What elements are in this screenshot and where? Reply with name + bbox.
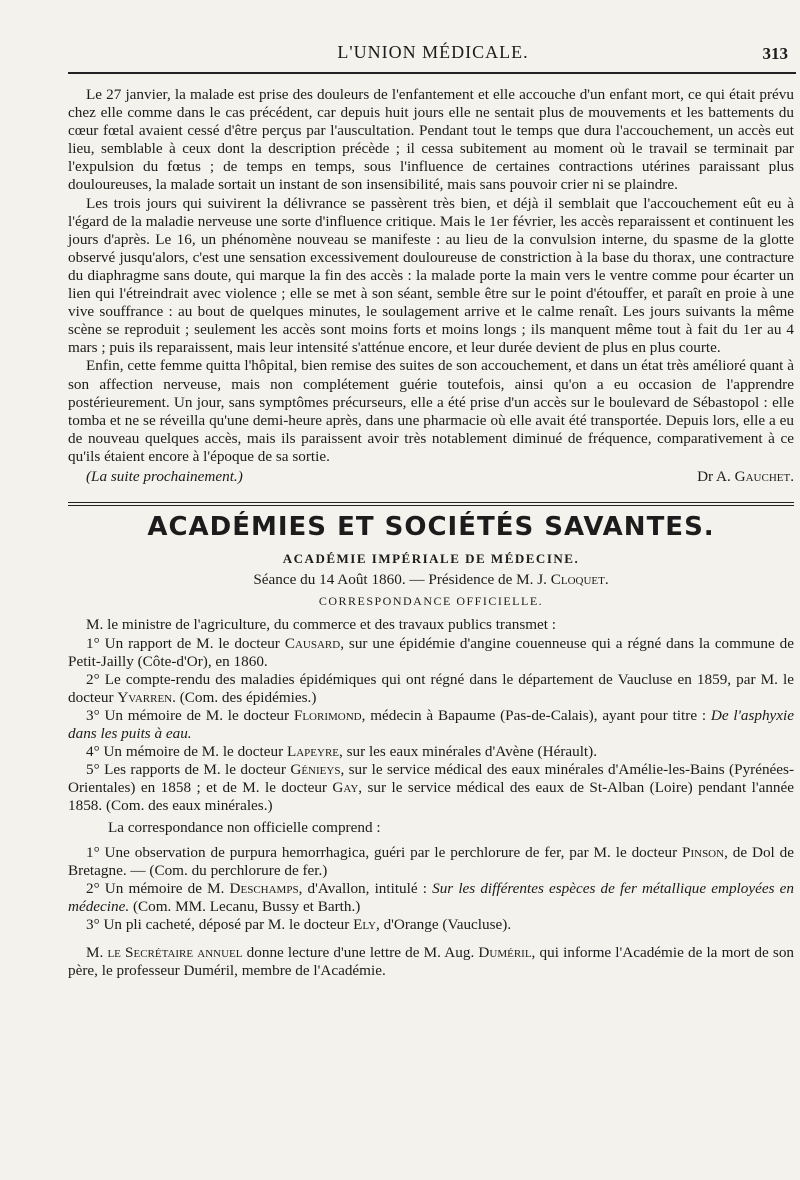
session-text: Séance du 14 Août 1860. — Présidence de M. J. xyxy=(253,571,551,589)
paragraph: Les trois jours qui suivirent la délivrance se passèrent très bien, et déjà il semblait que l'accouchement eût eu à l'égard de la maladie nerveuse une sorte d'influence critique. Mais le 1er février, les accès reparaissent et continuent les jours d'après. Le 16, un phénomène nouveau se manifeste : au lieu de la convulsion interne, du spasme de la glotte observé jusqu'alors, c'est une sensation excessivement douloureuse de constriction à la base du thorax, une contracture du diaphragme sans doute, qui marque la fin des accès : la malade porte la main vers le ventre comme pour écarter un lien qui l'étreindrait avec violence ; elle se met à son séant, semble être sur le point d'étouffer, et paraît en proie à une vive souffrance : au bout de quelques minutes, le soulagement arrive et le calme renaît. Les jours suivants la même scène se reproduit ; seulement les accès sont moins forts et moins longs ; ils manquent même tout à fait du 1er au 4 mars ; puis ils reparaissent, mais leur intensité s'atténue encore, et leur durée devient de plus en plus courte. xyxy=(68,194,794,357)
list-item: 5° Les rapports de M. le docteur Génieys, sur le service médical des eaux minérales d'Amélie-les-Bains (Pyrénées-Orientales) en 1858 ; et de M. le docteur Gay, sur le service médical des eaux de St-Alban (Loire) pendant l'année 1858. (Com. des eaux minérales.) xyxy=(68,761,794,815)
final-paragraph: M. le Secrétaire annuel donne lecture d'une lettre de M. Aug. Duméril, qui informe l'Académie de la mort de son père, le professeur Duméril, membre de l'Académie. xyxy=(68,944,795,980)
list-item: 2° Le compte-rendu des maladies épidémiques qui ont régné dans le département de Vaucluse en 1859, par M. le docteur Yvarren. (Com. des épidémies.) xyxy=(68,670,794,706)
list-item: 4° Un mémoire de M. le docteur Lapeyre, sur les eaux minérales d'Avène (Hérault). xyxy=(86,743,598,761)
paragraph: Le 27 janvier, la malade est prise des douleurs de l'enfantement et elle accouche d'un enfant mort, ce qui était prévu chez elle comme dans le cas précédent, car depuis huit jours elle ne sentait plus de mouvements et les battements du cœur fœtal avaient cessé d'être perçus par l'auscultation. Pendant tout le temps que dura l'accouchement, un accès eut lieu, semblable à ceux dont la description précède ; il cessa subitement au moment où le travail se terminait par l'expulsion du fœtus ; de temps en temps, sous l'influence de certaines contractions utérines paraissant plus douloureuses, la malade sortait un instant de son insensibilité, mais sans pouvoir crier ni se plaindre. xyxy=(68,86,794,194)
continuation-note: (La suite prochainement.) xyxy=(86,467,243,485)
list-item: 2° Un mémoire de M. Deschamps, d'Avallon, intitulé : Sur les différentes espèces de fer métallique employées en médecine. (Com. MM. Lecanu, Bussy et Barth.) xyxy=(68,879,794,915)
page-header xyxy=(68,42,798,72)
article-signoff xyxy=(68,468,794,486)
author-signature xyxy=(697,468,794,486)
section-divider xyxy=(68,502,794,506)
list-item: 1° Une observation de purpura hemorrhagica, guéri par le perchlorure de fer, par M. le docteur Pinson, de Dol de Bretagne. — (Com. du perchlorure de fer.) xyxy=(68,843,794,879)
minister-intro: M. le ministre de l'agriculture, du commerce et des travaux publics transmet : xyxy=(86,616,557,634)
author-name: Gauchet. xyxy=(734,467,794,485)
page-number: 313 xyxy=(762,44,788,63)
list-item: 3° Un pli cacheté, déposé par M. le docteur Ely, d'Orange (Vaucluse). xyxy=(86,915,512,933)
running-title: L'UNION MÉDICALE. xyxy=(337,42,529,62)
session-line xyxy=(68,571,794,589)
page-content xyxy=(68,86,794,980)
paragraph: Enfin, cette femme quitta l'hôpital, bien remise des suites de son accouchement, et dans un état très amélioré quant à son affection nerveuse, mais non complétement guérie toutefois, ainsi qu'on a eu occasion de l'apprendre postérieurement. Un jour, sans symptômes précurseurs, elle a été prise d'un accès sur le boulevard de Sébastopol : elle tomba et ne se réveilla qu'une demi-heure après, dans une pharmacie où elle avait été transportée. Depuis lors, elle a eu de nouveau quelques accès, mais ils paraissent avoir très notablement diminué de fréquence, comparativement à ce qu'ils étaient encore à l'époque de sa sortie. xyxy=(68,357,794,465)
author-prefix: Dr A. xyxy=(697,467,735,485)
list-item: 1° Un rapport de M. le docteur Causard, sur une épidémie d'angine couenneuse qui a régné dans la commune de Petit-Jailly (Côte-d'Or), en 1860. xyxy=(68,634,794,670)
unofficial-intro: La correspondance non officielle comprend : xyxy=(108,819,381,837)
academy-name: ACADÉMIE IMPÉRIALE DE MÉDECINE. xyxy=(282,551,580,567)
president-name: Cloquet. xyxy=(550,571,609,589)
correspondence-heading: CORRESPONDANCE OFFICIELLE. xyxy=(318,594,544,609)
section-title: ACADÉMIES ET SOCIÉTÉS SAVANTES. xyxy=(147,512,715,543)
list-item: 3° Un mémoire de M. le docteur Florimond, médecin à Bapaume (Pas-de-Calais), ayant pour titre : De l'asphyxie dans les puits à eau. xyxy=(68,706,794,742)
header-rule xyxy=(68,72,796,74)
